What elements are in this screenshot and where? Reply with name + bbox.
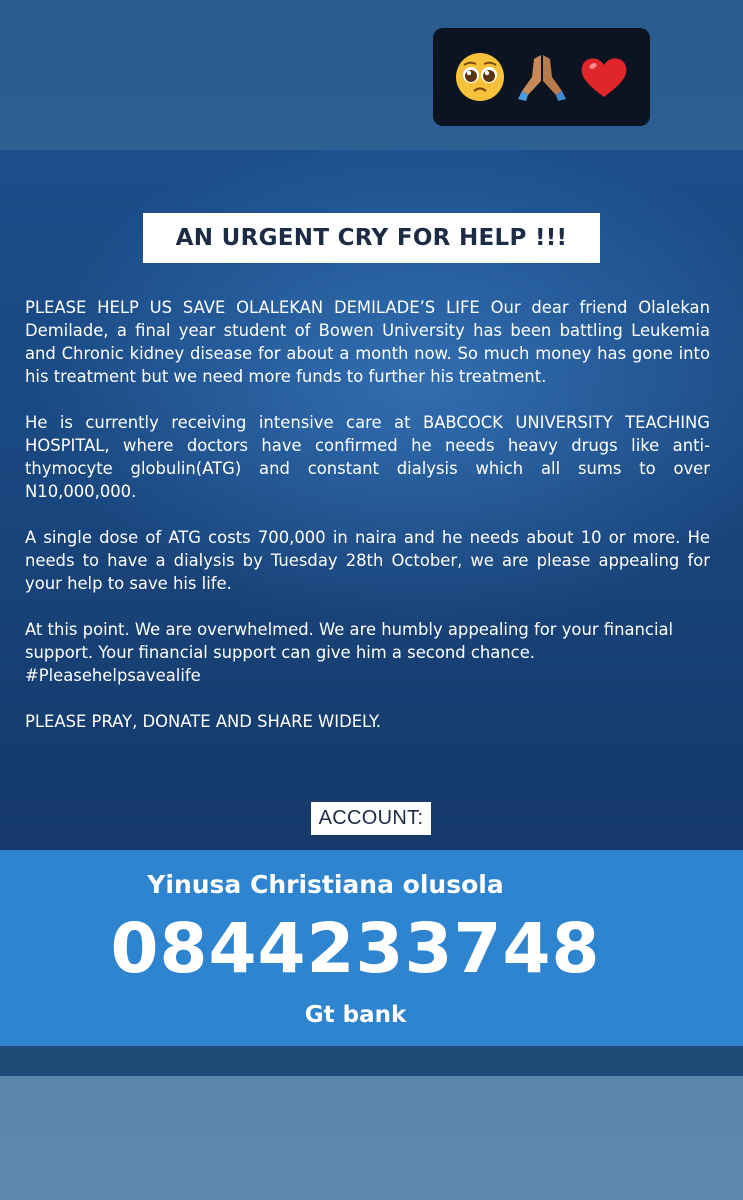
paragraph-appeal: At this point. We are overwhelmed. We are humbly appealing for your financial support. Your financial support can give him a second chance. #Pleasehelpsavealife xyxy=(25,620,674,685)
account-number: 0844233748 xyxy=(110,909,601,989)
pleading-face-icon xyxy=(454,51,506,103)
account-name: Yinusa Christiana olusola xyxy=(147,870,504,899)
folded-hands-icon xyxy=(516,51,568,103)
paragraph-intro: PLEASE HELP US SAVE OLALEKAN DEMILADE’S LIFE Our dear friend Olalekan Demilade, a final year student of Bowen University has been battling Leukemia and Chronic kidney disease for about a month now. So much money has gone into his treatment but we need more funds to further his treatment. xyxy=(25,298,710,386)
paragraph-hospital: He is currently receiving intensive care at BABCOCK UNIVERSITY TEACHING HOSPITAL, where doctors have confirmed he needs heavy drugs like anti-thymocyte globulin(ATG) and constant dialysis which all sums to over N10,000,000. xyxy=(25,413,710,501)
bank-name: Gt bank xyxy=(304,1002,407,1028)
divider-strip xyxy=(0,1046,743,1076)
headline-banner xyxy=(143,213,600,263)
account-label-box xyxy=(311,802,431,835)
paragraph-closing: PLEASE PRAY, DONATE AND SHARE WIDELY. xyxy=(25,712,381,731)
emoji-sticker[interactable] xyxy=(433,28,650,126)
red-heart-icon xyxy=(578,51,630,103)
paragraph-cost: A single dose of ATG costs 700,000 in naira and he needs about 10 or more. He needs to have a dialysis by Tuesday 28th October, we are please appealing for your help to save his life. xyxy=(25,528,710,593)
bottom-background xyxy=(0,1076,743,1200)
headline: AN URGENT CRY FOR HELP !!! xyxy=(175,225,568,251)
appeal-poster xyxy=(0,150,743,850)
account-label: ACCOUNT: xyxy=(318,807,424,829)
appeal-text xyxy=(25,296,710,756)
